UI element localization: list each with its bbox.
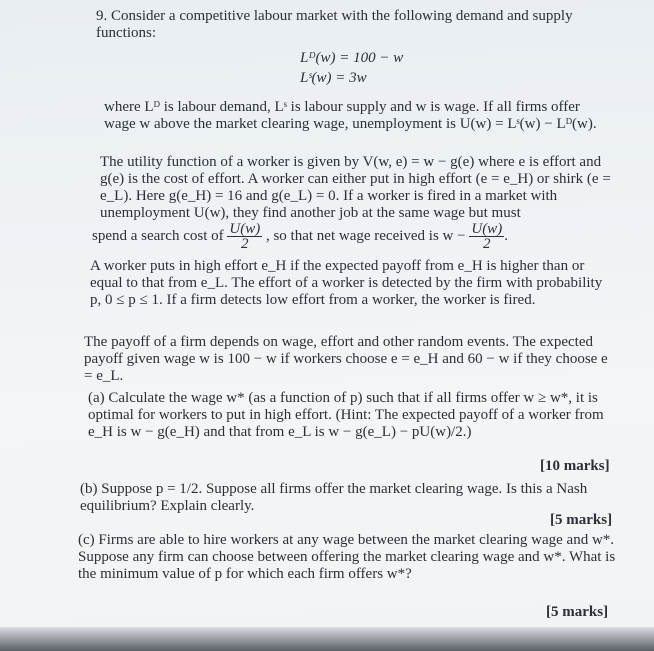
search-cost-fraction: $\frac{U(w)}{2}$: [229, 221, 261, 252]
net-wage-text: , so that net wage received is w −: [265, 227, 466, 244]
net-wage-fraction: $\frac{U(w)}{2}$: [471, 221, 503, 252]
effort-paragraph: A worker puts in high effort e_H if the expected payoff from e_H is higher than or equal to that from e_L. The effort of a worker is detected by the firm with probability p, 0 ≤ p ≤ 1. If a firm detects low effort from a worker, the worker is fired.: [90, 258, 603, 308]
supply-equation: Lˢ(w) = 3w: [300, 70, 367, 86]
definitions-paragraph: where Lᴰ is labour demand, Lˢ is labour supply and w is wage. If all firms offer wage w above the market clearing wage, unemployment is U(w) = Lˢ(w) − Lᴰ(w).: [104, 99, 597, 132]
part-b-marks: [5 marks]: [550, 512, 613, 528]
part-a: (a) Calculate the wage w* (as a function of p) such that if all firms offer w ≥ w*, it is optimal for workers to put in high effort. (Hint: The expected payoff of a worker from e_H is w − g(e_H) and that from e_L is w − g(e_L) − pU(w)/2.): [88, 390, 604, 440]
part-a-marks: [10 marks]: [540, 458, 610, 474]
search-cost-line: spend a search cost of $\frac{U(w)}{2}$ , so that net wage received is w − $\frac{U(w)}{2}$ .: [92, 221, 508, 252]
question-intro-text: Consider a competitive labour market with the following demand and supply functions:: [96, 8, 573, 41]
part-c-marks: [5 marks]: [546, 604, 609, 620]
search-cost-text: spend a search cost of: [92, 227, 224, 244]
utility-paragraph: The utility function of a worker is given by V(w, e) = w − g(e) where e is effort and g(e) is the cost of effort. A worker can either put in high effort (e = e_H) or shirk (e = e_L). Here g(e_H) = 16 and g(e_L) = 0. If a worker is fired in a market with unemployment U(w), they find another job at the same wage but must: [100, 154, 611, 221]
part-c: (c) Firms are able to hire workers at any wage between the market clearing wage and w*. Suppose any firm can choose between offering the market clearing wage and w*. What is the minimum value of p for which each firm offers w*?: [78, 532, 616, 582]
question-intro: [96, 8, 616, 42]
question-number: 9.: [96, 8, 108, 24]
part-b: (b) Suppose p = 1/2. Suppose all firms offer the market clearing wage. Is this a Nash equilibrium? Explain clearly.: [80, 481, 588, 514]
demand-equation: Lᴰ(w) = 100 − w: [300, 50, 404, 66]
firm-payoff-paragraph: The payoff of a firm depends on wage, effort and other random events. The expected payoff given wage w is 100 − w if workers choose e = e_H and 60 − w if they choose e = e_L.: [84, 334, 608, 384]
photo-bottom-edge: [0, 627, 654, 651]
